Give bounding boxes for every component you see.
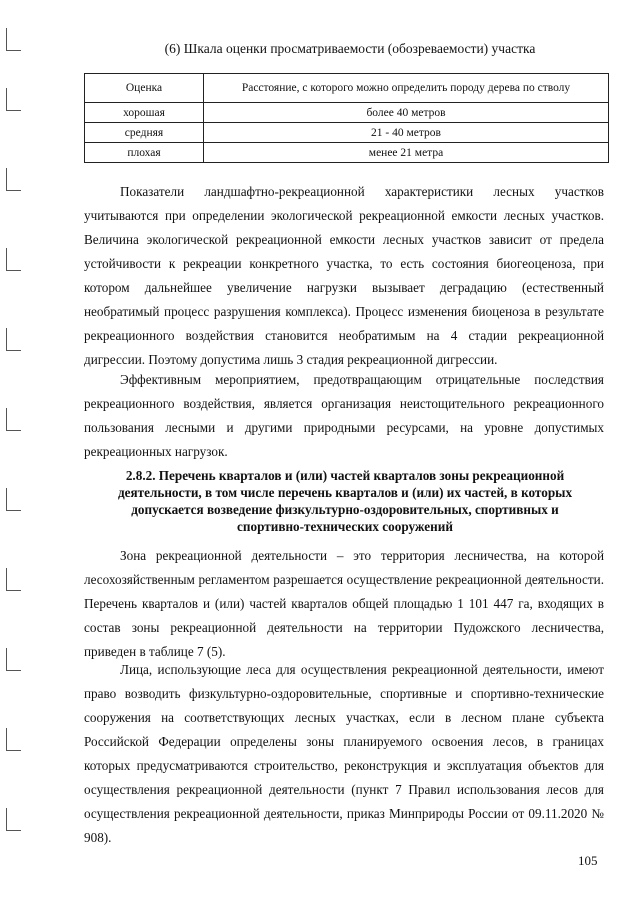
binding-mark <box>6 408 21 431</box>
table-cell: хорошая <box>85 103 204 123</box>
table-header-cell: Оценка <box>85 74 204 103</box>
paragraph-recreation-zone <box>84 544 604 664</box>
page-number: 105 <box>578 853 598 868</box>
table-cell: плохая <box>85 143 204 163</box>
visibility-scale-table <box>84 73 609 163</box>
binding-mark <box>6 728 21 751</box>
table-row <box>85 123 609 143</box>
binding-margin-marks <box>0 0 30 905</box>
binding-mark <box>6 328 21 351</box>
binding-mark <box>6 648 21 671</box>
table-cell: 21 - 40 метров <box>204 123 609 143</box>
table-header-cell: Расстояние, с которого можно определить породу дерева по стволу <box>204 74 609 103</box>
paragraph-effective-measure <box>84 368 604 464</box>
binding-mark <box>6 88 21 111</box>
paragraph-recreational-capacity <box>84 180 604 372</box>
paragraph-text: Показатели ландшафтно-рекреационной характеристики лесных участков учитываются при определении экологической рекреационной емкости лесных участков. Величина экологической рекреационной емкости лесных участков зависит от предела устойчивости к рекреации конкретного участка, то есть состояния биогеоценоза, при котором дальнейшее увеличение нагрузки вызывает деградацию (естественный необратимый процесс разрушения комплекса). Процесс изменения биоценоза в результате рекреационного воздействия становится необратимым на 4 стадии рекреационной дигрессии. Поэтому допустима лишь 3 стадия рекреационной дигрессии. <box>84 184 604 367</box>
section-heading: 2.8.2. Перечень кварталов и (или) частей кварталов зоны рекреационной деятельности, в том числе перечень кварталов и (или) их частей, в которых допускается возведение физкультурно-оздоровительных, спортивных и спортивно-технических сооружений <box>117 468 573 534</box>
table-row <box>85 103 609 123</box>
table-cell: менее 21 метра <box>204 143 609 163</box>
binding-mark <box>6 568 21 591</box>
table-cell: более 40 метров <box>204 103 609 123</box>
table-header-row <box>85 74 609 103</box>
binding-mark <box>6 808 21 831</box>
table-row <box>85 143 609 163</box>
paragraph-text: Эффективным мероприятием, предотвращающим отрицательные последствия рекреационного воздействия, является организация неистощительного рекреационного пользования лесными и другими природными ресурсами, на уровне допустимых рекреационных нагрузок. <box>84 372 604 459</box>
binding-mark <box>6 248 21 271</box>
paragraph-text: Лица, использующие леса для осуществления рекреационной деятельности, имеют право возводить физкультурно-оздоровительные, спортивные и спортивно-технические сооружения на соответствующих лесных участках, если в лесном плане субъекта Российской Федерации определены зоны планируемого освоения лесов, в границах которых предусматриваются строительство, реконструкция и эксплуатация объектов для осуществления рекреационной деятельности (пункт 7 Правил использования лесов для осуществления рекреационной деятельности, приказ Минприроды России от 09.11.2020 № 908). <box>84 662 604 845</box>
paragraph-construction-rights <box>84 658 604 850</box>
table-caption: (6) Шкала оценки просматриваемости (обозреваемости) участка <box>164 41 536 56</box>
paragraph-text: Зона рекреационной деятельности – это территория лесничества, на которой лесохозяйственным регламентом разрешается осуществление рекреационной деятельности. Перечень кварталов и (или) частей кварталов общей площадью 1 101 447 га, входящих в состав зоны рекреационной деятельности на территории Пудожского лесничества, приведен в таблице 7 (5). <box>84 548 604 659</box>
binding-mark <box>6 168 21 191</box>
table-cell: средняя <box>85 123 204 143</box>
binding-mark <box>6 488 21 511</box>
